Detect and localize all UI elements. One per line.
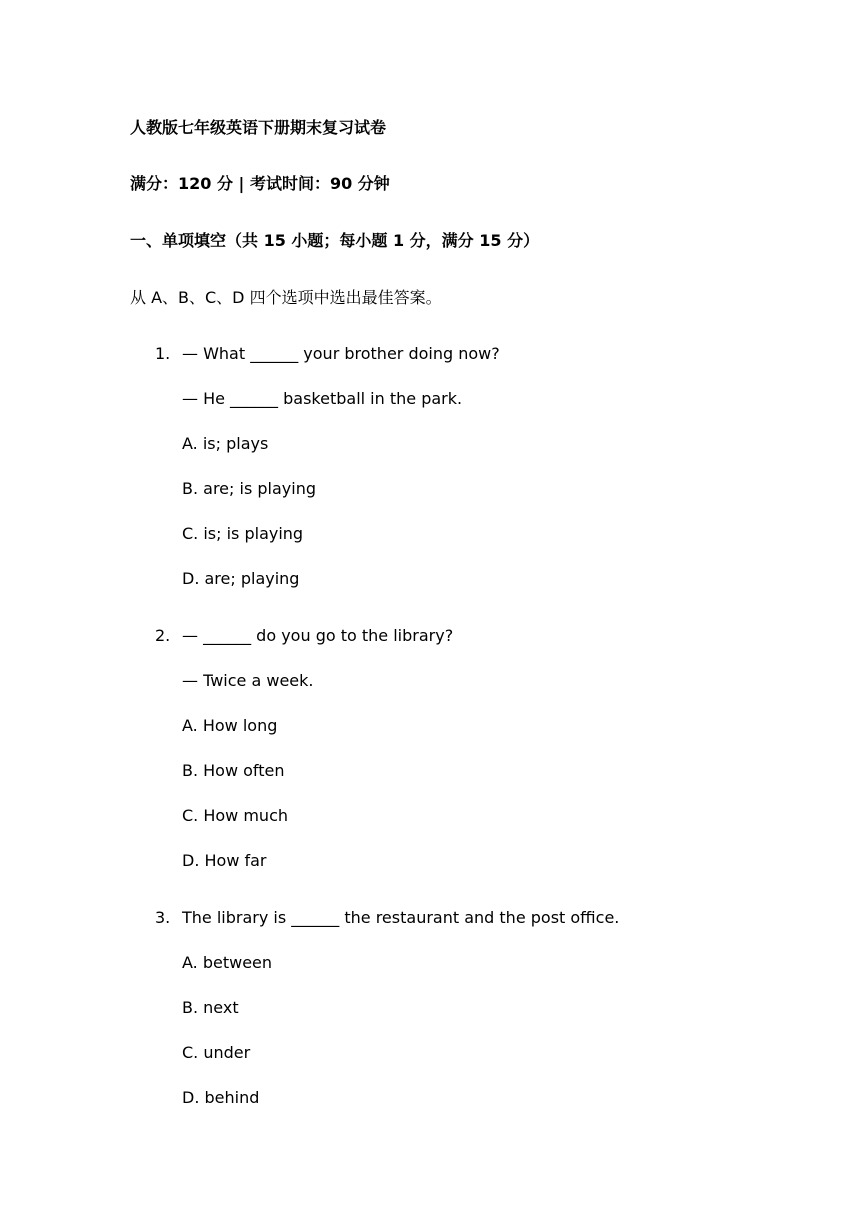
answer-option: D. are; playing <box>182 569 300 588</box>
answer-option: C. under <box>182 1043 251 1062</box>
section-instruction: 从 A、B、C、D 四个选项中选出最佳答案。 <box>130 288 442 307</box>
answer-option: D. How far <box>182 851 267 870</box>
question-line: — He ______ basketball in the park. <box>182 389 463 408</box>
answer-option: A. is; plays <box>182 434 269 453</box>
answer-option: A. How long <box>182 716 278 735</box>
question-line: — Twice a week. <box>182 671 314 690</box>
section-heading: 一、单项填空（共 15 小题；每小题 1 分，满分 15 分） <box>130 231 540 250</box>
answer-option: B. How often <box>182 761 285 780</box>
question-number: 2. <box>155 626 171 645</box>
question-line: The library is ______ the restaurant and the post office. <box>182 908 620 927</box>
answer-option: D. behind <box>182 1088 260 1107</box>
score-info: 满分：120 分 | 考试时间：90 分钟 <box>130 174 390 193</box>
answer-option: B. next <box>182 998 239 1017</box>
question-number: 1. <box>155 344 171 363</box>
question-number: 3. <box>155 908 171 927</box>
answer-option: C. is; is playing <box>182 524 304 543</box>
document-title: 人教版七年级英语下册期末复习试卷 <box>130 118 387 137</box>
question-line: — What ______ your brother doing now? <box>182 344 500 363</box>
answer-option: C. How much <box>182 806 288 825</box>
question-line: — ______ do you go to the library? <box>182 626 454 645</box>
answer-option: B. are; is playing <box>182 479 316 498</box>
answer-option: A. between <box>182 953 273 972</box>
